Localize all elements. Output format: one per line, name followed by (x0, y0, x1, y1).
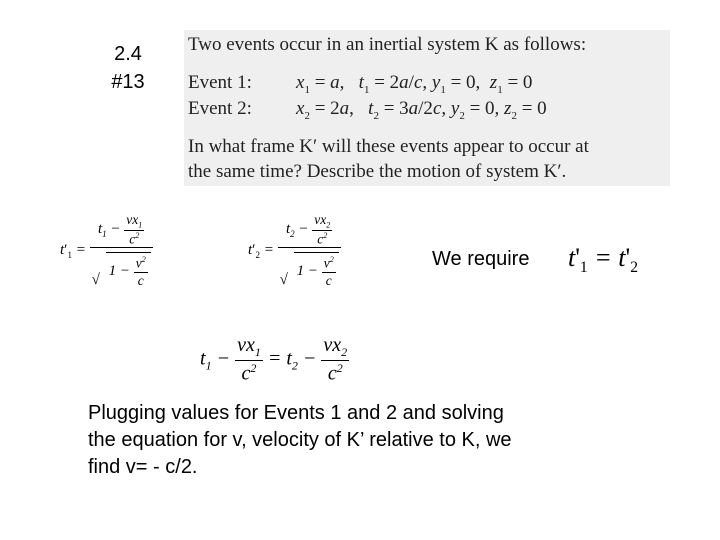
equation-requirement: $t'_1 = t'_2$ (568, 243, 638, 277)
event-1-values: $x_1 = a$, $t_1 = 2a/c$, $y_1 = 0$, $z_1 = 0$ (296, 72, 533, 96)
question-line-2: the same time? Describe the motion of system K′. (188, 161, 567, 182)
equation-t-prime-1: $t'_1$ = $t_1$ − $\frac{vx_1}{c^2}$ √ 1 − $\frac{v^2}{c}$ (60, 212, 153, 289)
question-line-1: In what frame K′ will these events appear to occur at (188, 136, 589, 157)
conclusion-text: Plugging values for Events 1 and 2 and solving the equation for v, velocity of K’ relative to K, we find v= - c/2. (88, 402, 512, 478)
event-2-values: $x_2 = 2a$, $t_2 = 3a/2c$, $y_2 = 0$, $z_2 = 0$ (296, 98, 547, 122)
problem-id: #13 (111, 71, 145, 93)
problem-number (96, 40, 160, 96)
statement-line: Two events occur in an inertial system K as follows: (188, 34, 587, 55)
event-2-label: Event 2: (188, 98, 252, 119)
equation-t-prime-2: $t'_2$ = $t_2$ − $\frac{vx_2}{c^2}$ √ 1 − $\frac{v^2}{c}$ (248, 212, 341, 289)
problem-section: 2.4 (114, 43, 142, 65)
equation-equal-times: $t_1$ − $\frac{vx_1}{c^2}$ = $t_2$ − $\frac{vx_2}{c^2}$ (200, 334, 348, 385)
require-text: We require (432, 248, 530, 270)
problem-statement-scan (184, 30, 670, 186)
event-1-label: Event 1: (188, 72, 252, 93)
